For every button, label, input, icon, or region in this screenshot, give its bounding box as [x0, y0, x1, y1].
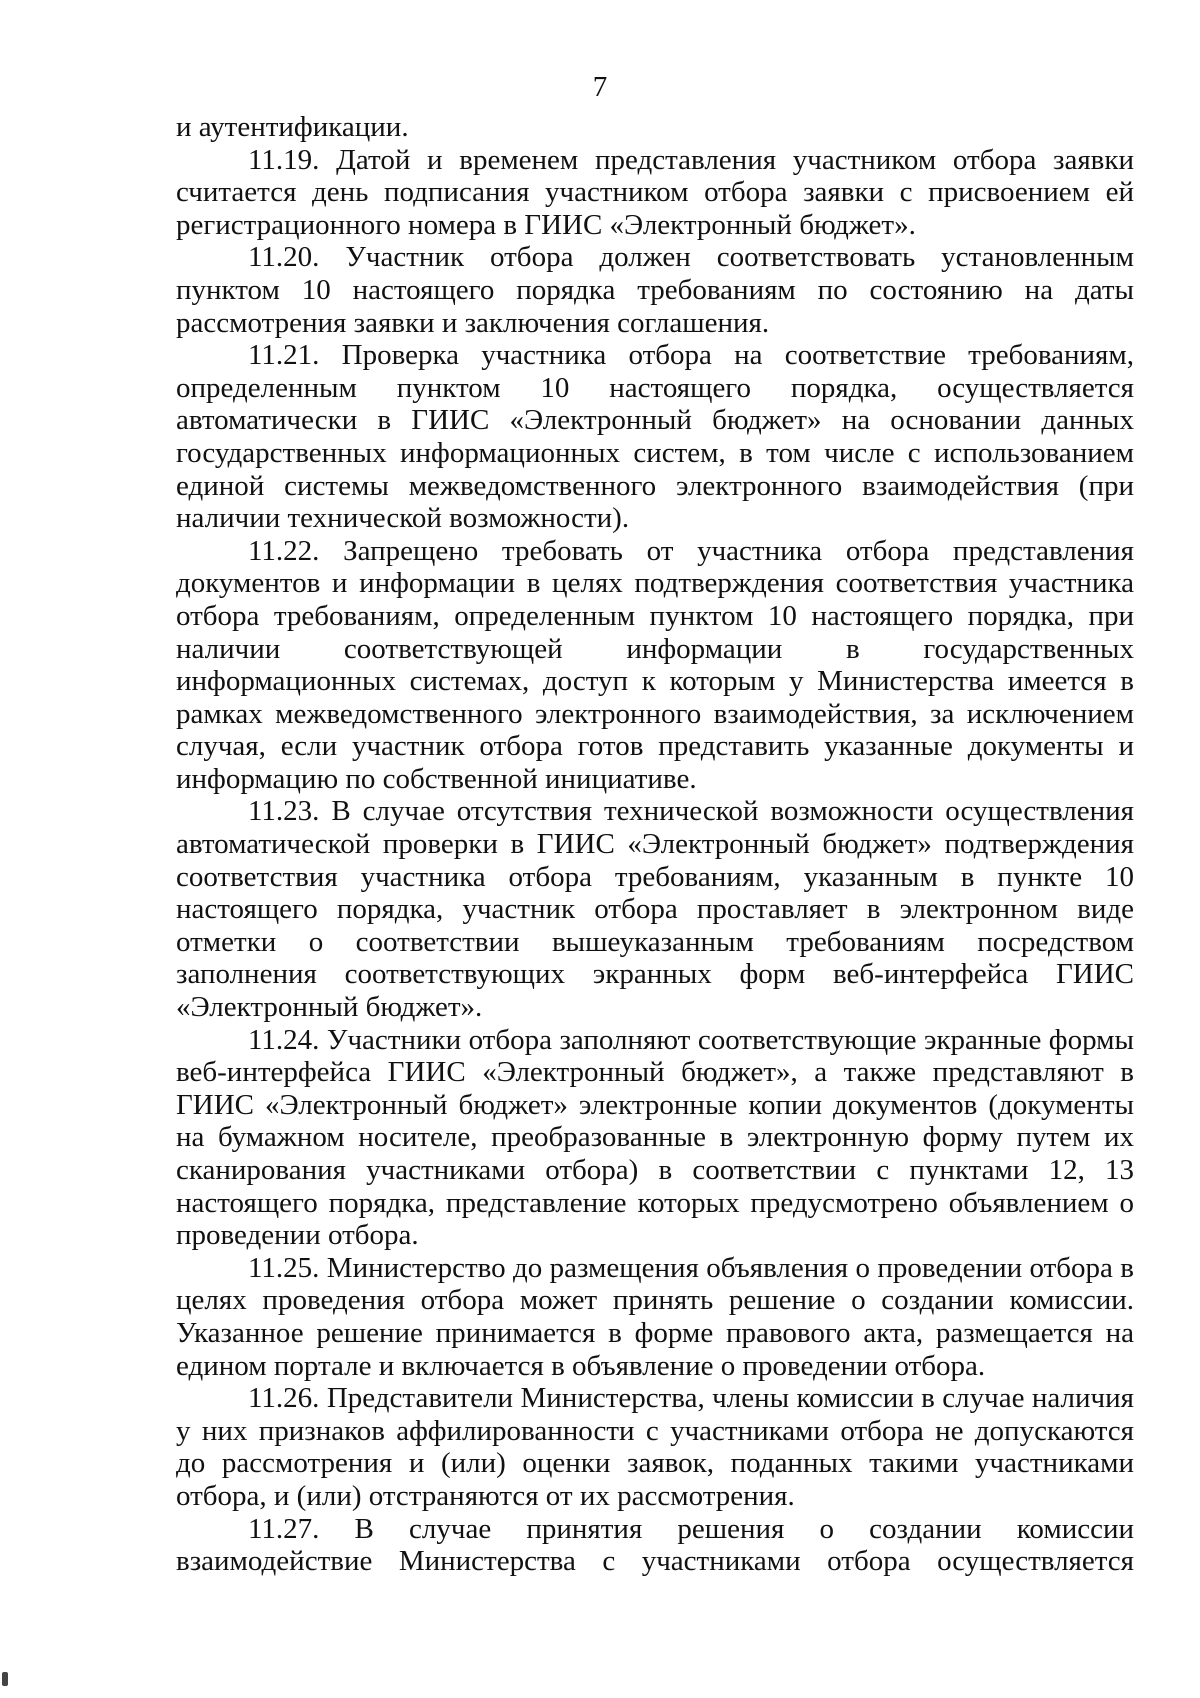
document-body	[176, 111, 1134, 1578]
paragraph-11-19: 11.19. Датой и временем представления участником отбора заявки считается день подписания участником отбора заявки с присвоением ей регистрационного номера в ГИИС «Электронный бюджет».	[176, 143, 1134, 241]
paragraph-11-24: 11.24. Участники отбора заполняют соответствующие экранные формы веб-интерфейса ГИИС «Электронный бюджет», а также представляют в ГИИС «Электронный бюджет» электронные копии документов (документы на бумажном носителе, преобразованные в электронную форму путем их сканирования участниками отбора) в соответствии с пунктами 12, 13 настоящего порядка, представление которых предусмотрено объявлением о проведении отбора.	[176, 1023, 1134, 1252]
paragraph-11-25: 11.25. Министерство до размещения объявления о проведении отбора в целях проведения отбора может принять решение о создании комиссии. Указанное решение принимается в форме правового акта, размещается на едином портале и включается в объявление о проведении отбора.	[176, 1251, 1134, 1382]
paragraph-11-22: 11.22. Запрещено требовать от участника отбора представления документов и информации в целях подтверждения соответствия участника отбора требованиям, определенным пунктом 10 настоящего порядка, при наличии соответствующей информации в государственных информационных системах, доступ к которым у Министерства имеется в рамках межведомственного электронного взаимодействия, за исключением случая, если участник отбора готов представить указанные документы и информацию по собственной инициативе.	[176, 534, 1134, 795]
scan-artifact-mark	[2, 1672, 8, 1686]
paragraph-11-21: 11.21. Проверка участника отбора на соответствие требованиям, определенным пунктом 10 настоящего порядка, осуществляется автоматически в ГИИС «Электронный бюджет» на основании данных государственных информационных систем, в том числе с использованием единой системы межведомственного электронного взаимодействия (при наличии технической возможности).	[176, 339, 1134, 535]
paragraph-11-27: 11.27. В случае принятия решения о создании комиссии взаимодействие Министерства с участниками отбора осуществляется	[176, 1512, 1134, 1578]
paragraph-continuation: и аутентификации.	[176, 111, 409, 143]
paragraph-11-26: 11.26. Представители Министерства, члены комиссии в случае наличия у них признаков аффилированности с участниками отбора не допускаются до рассмотрения и (или) оценки заявок, поданных такими участниками отбора, и (или) отстраняются от их рассмотрения.	[176, 1382, 1134, 1512]
paragraph-11-23: 11.23. В случае отсутствия технической возможности осуществления автоматической проверки в ГИИС «Электронный бюджет» подтверждения соответствия участника отбора требованиям, указанным в пункте 10 настоящего порядка, участник отбора проставляет в электронном виде отметки о соответствии вышеуказанным требованиям посредством заполнения соответствующих экранных форм веб-интерфейса ГИИС «Электронный бюджет».	[176, 795, 1134, 1024]
page-number: 7	[592, 71, 608, 103]
paragraph-11-20: 11.20. Участник отбора должен соответствовать установленным пунктом 10 настоящего порядка требованиям по состоянию на даты рассмотрения заявки и заключения соглашения.	[176, 241, 1134, 339]
